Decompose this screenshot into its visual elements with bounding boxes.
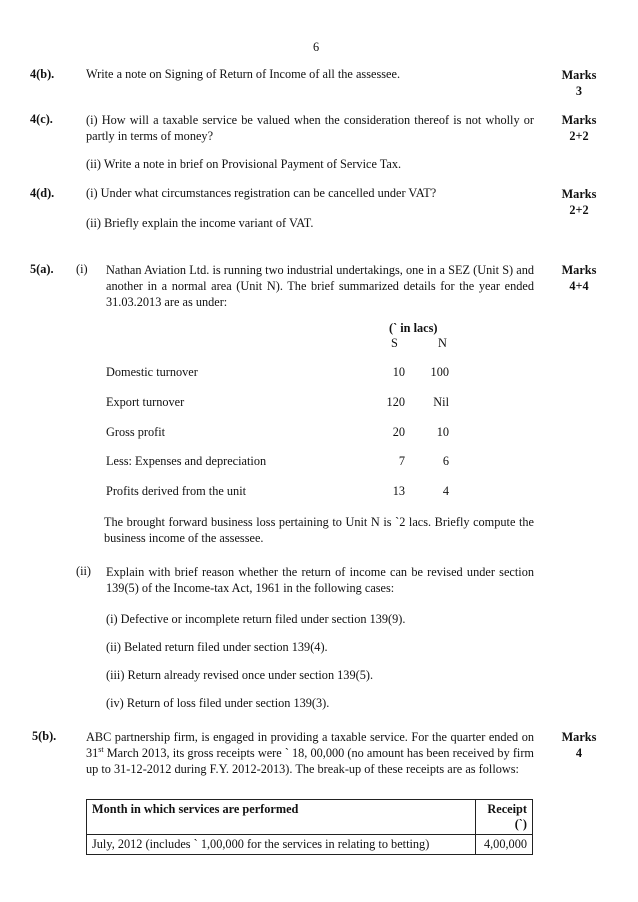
page-number: 6: [313, 40, 320, 54]
question-text-5a-ii: Explain with brief reason whether the return of income can be revised under section 139(5) of the Income-tax Act, 1961 in the following cases:: [106, 565, 534, 595]
question-label-4d: 4(d).: [30, 186, 55, 200]
question-text-4d-ii: (ii) Briefly explain the income variant of VAT.: [86, 216, 314, 230]
header-receipt: Receipt (`): [476, 800, 533, 835]
question-label-4c: 4(c).: [30, 112, 53, 126]
question-label-5b: 5(b).: [32, 729, 57, 743]
receipts-table: [86, 799, 533, 855]
marks-5a: [548, 262, 610, 294]
table-header-row: [87, 800, 533, 835]
row-label: Domestic turnover: [106, 365, 198, 379]
marks-4b: [548, 67, 610, 99]
table-unit: (` in lacs): [389, 321, 438, 335]
header-month: Month in which services are performed: [87, 800, 476, 835]
row-value-n: 10: [436, 425, 449, 439]
row-value-n: Nil: [433, 395, 449, 409]
case-item: (i) Defective or incomplete return filed under section 139(9).: [106, 612, 406, 626]
question-text-4c-ii: (ii) Write a note in brief on Provisional Payment of Service Tax.: [86, 157, 402, 171]
row-value-n: 100: [430, 365, 449, 379]
sub-label-5a-i: (i): [76, 262, 88, 276]
question-text-4b: Write a note on Signing of Return of Income of all the assessee.: [86, 67, 401, 81]
question-text-5b: ABC partnership firm, is engaged in providing a taxable service. For the quarter ended on 31st March 2013, its gross receipts were ` 18, 00,000 (no amount has been received by firm up to 31-12-2012 during F.Y. 2012-2013). The break-up of these receipts are as follows:: [86, 730, 534, 776]
marks-value: 3: [575, 84, 583, 98]
question-label-5a: 5(a).: [30, 262, 54, 276]
marks-title: Marks: [561, 68, 597, 82]
question-label-4b: 4(b).: [30, 67, 55, 81]
marks-title: Marks: [561, 263, 597, 277]
row-value-s: 7: [398, 454, 405, 468]
table-row: [87, 835, 533, 855]
marks-5b: [548, 729, 610, 761]
row-value-s: 13: [392, 484, 405, 498]
row-value-s: 120: [386, 395, 405, 409]
marks-4c: [548, 112, 610, 144]
marks-4d: [548, 186, 610, 218]
row-value-n: 4: [442, 484, 449, 498]
marks-value: 4+4: [569, 279, 589, 293]
marks-title: Marks: [561, 730, 597, 744]
marks-value: 2+2: [569, 129, 589, 143]
marks-value: 4: [575, 746, 583, 760]
marks-value: 2+2: [569, 203, 589, 217]
cell-receipt: 4,00,000: [476, 835, 533, 855]
row-label: Profits derived from the unit: [106, 484, 247, 498]
case-item: (iv) Return of loss filed under section 139(3).: [106, 696, 330, 710]
question-text-5a-i: Nathan Aviation Ltd. is running two industrial undertakings, one in a SEZ (Unit S) and another in a normal area (Unit N). The brief summarized details for the year ended 31.03.2013 are as under:: [106, 263, 534, 309]
column-header-n: N: [438, 336, 447, 350]
row-value-s: 10: [392, 365, 405, 379]
row-label: Less: Expenses and depreciation: [106, 454, 267, 468]
cell-month: July, 2012 (includes ` 1,00,000 for the services in relating to betting): [87, 835, 476, 855]
marks-title: Marks: [561, 113, 597, 127]
row-label: Export turnover: [106, 395, 185, 409]
row-label: Gross profit: [106, 425, 166, 439]
question-text-4c-i: (i) How will a taxable service be valued when the consideration thereof is not wholly or partly in terms of money?: [86, 113, 534, 143]
sub-label-5a-ii: (ii): [76, 564, 92, 578]
question-text-4d-i: (i) Under what circumstances registration can be cancelled under VAT?: [86, 186, 437, 200]
row-value-n: 6: [442, 454, 449, 468]
case-item: (iii) Return already revised once under section 139(5).: [106, 668, 374, 682]
column-header-s: S: [391, 336, 398, 350]
row-value-s: 20: [392, 425, 405, 439]
loss-note-5a: The brought forward business loss pertaining to Unit N is `2 lacs. Briefly compute the business income of the assessee.: [104, 515, 534, 545]
marks-title: Marks: [561, 187, 597, 201]
case-item: (ii) Belated return filed under section 139(4).: [106, 640, 328, 654]
